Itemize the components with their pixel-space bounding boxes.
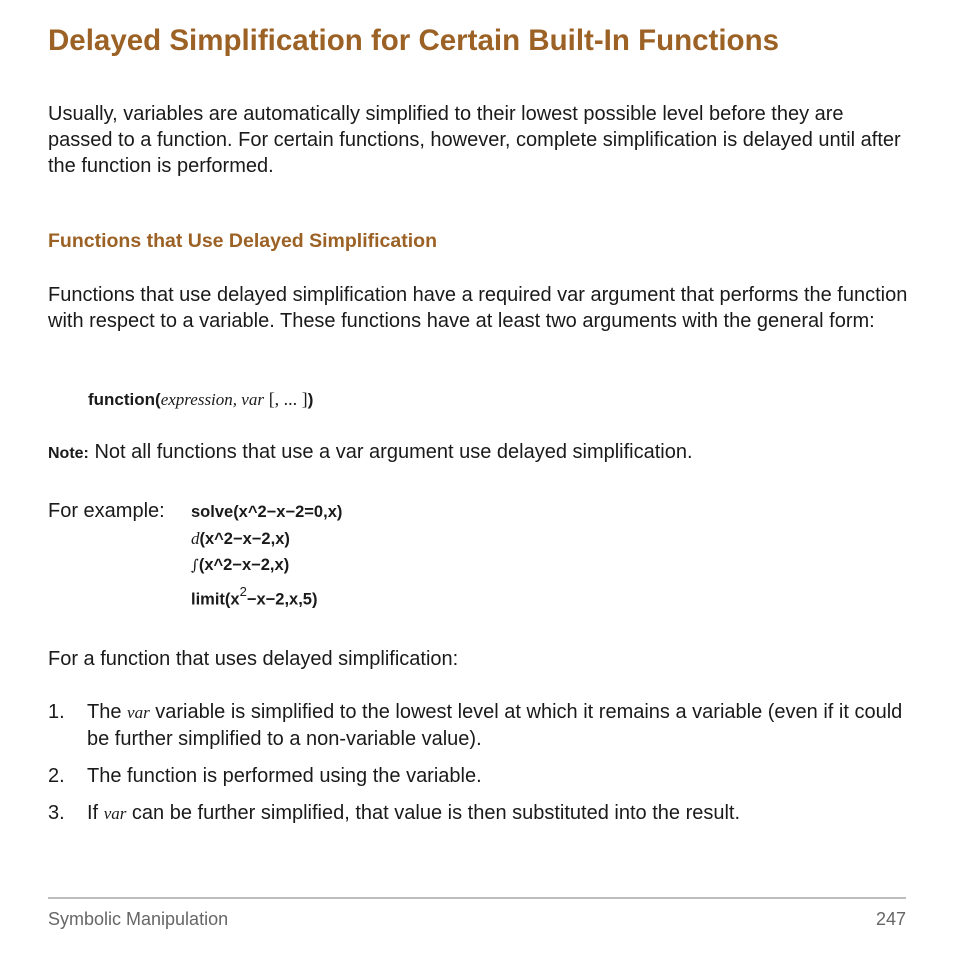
syntax-close: ) <box>307 390 314 409</box>
list-number: 1. <box>48 701 65 723</box>
list-text: If var can be further simplified, that value is then substituted into the result. <box>87 802 741 824</box>
document-page <box>48 0 908 954</box>
page-title: Delayed Simplification for Certain Built-In Functions <box>48 24 780 57</box>
limit-part-a: limit(x <box>191 590 240 609</box>
section-heading: Functions that Use Delayed Simplification <box>48 230 437 252</box>
list-text: The var variable is simplified to the lowest level at which it remains a variable (even if it could be further simplified to a non-variable value). <box>87 701 903 750</box>
page-number: 247 <box>875 909 906 929</box>
note-text: Not all functions that use a var argument use delayed simplification. <box>94 441 693 463</box>
footer-divider <box>48 897 906 899</box>
integral-args: (x^2−x−2,x) <box>198 556 290 574</box>
derivative-args: (x^2−x−2,x) <box>199 530 290 548</box>
syntax-line <box>88 389 313 410</box>
intro-paragraph: Usually, variables are automatically simplified to their lowest possible level before they are passed to a function. For certain functions, however, complete simplification is delayed until after the function is performed. <box>48 103 901 177</box>
list-number: 2. <box>48 765 65 787</box>
example-limit <box>191 586 317 610</box>
limit-part-b: −x−2,x,5) <box>246 590 318 609</box>
note <box>48 441 693 464</box>
var-word: var <box>103 804 127 823</box>
syntax-function: function( <box>88 390 161 409</box>
example-integral <box>191 556 289 575</box>
integral-symbol: ∫ <box>191 556 199 574</box>
example-solve: solve(x^2−x−2=0,x) <box>191 503 343 521</box>
syntax-args: expression, var <box>160 390 264 409</box>
derivative-symbol: d <box>191 529 200 548</box>
section-paragraph: Functions that use delayed simplification have a required var argument that performs the function with respect to a variable. These functions have at least two arguments with the general form: <box>48 284 908 332</box>
example-derivative <box>191 529 290 549</box>
list-text: The function is performed using the variable. <box>87 765 482 787</box>
list-intro: For a function that uses delayed simplification: <box>48 648 459 670</box>
limit-exponent: 2 <box>239 584 247 599</box>
syntax-rest: [, ... ] <box>268 389 308 409</box>
list-number: 3. <box>48 802 65 824</box>
footer-section: Symbolic Manipulation <box>48 909 229 929</box>
note-label: Note: <box>48 445 89 462</box>
example-label: For example: <box>48 500 165 522</box>
var-word: var <box>127 703 150 722</box>
